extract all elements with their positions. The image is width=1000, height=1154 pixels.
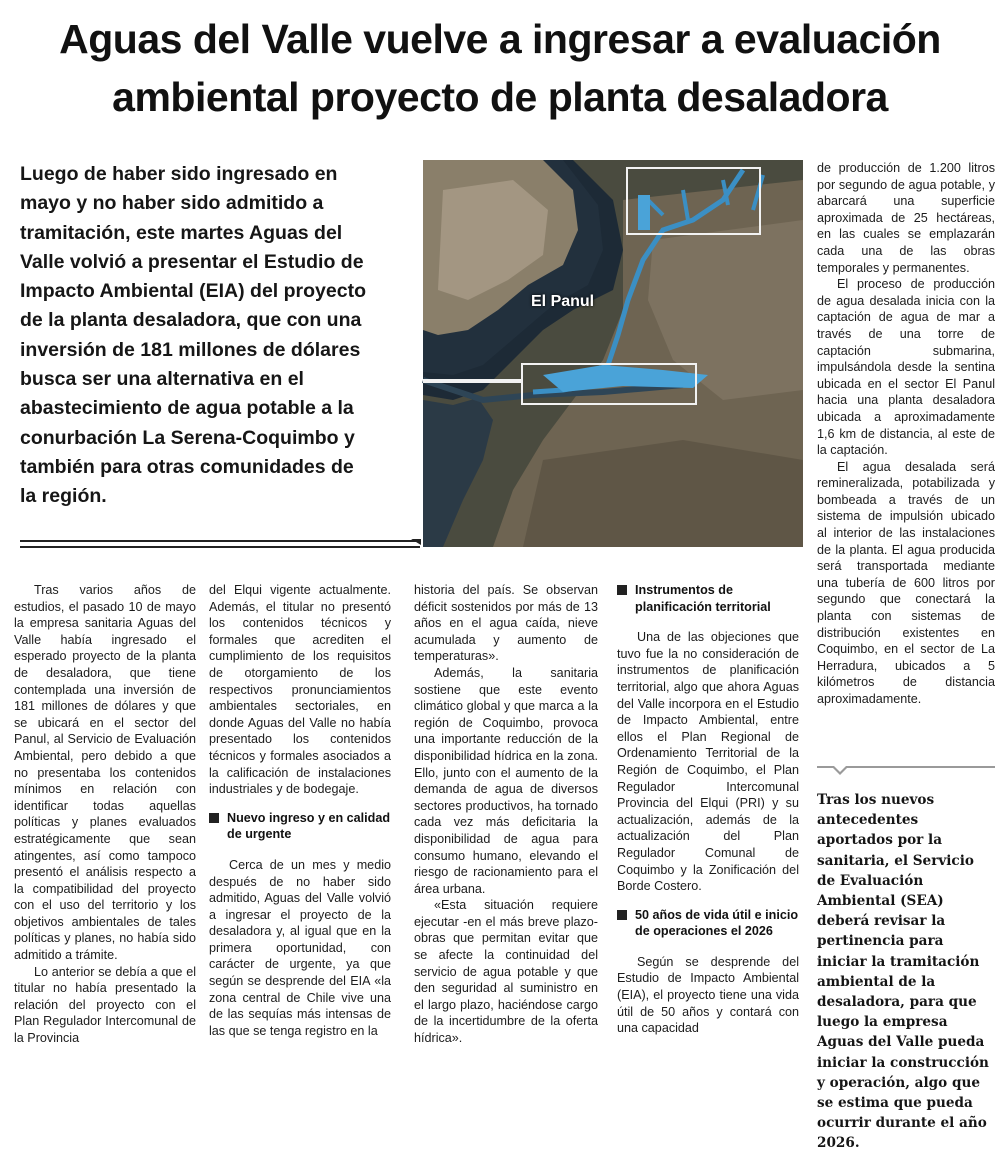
sidebar-divider bbox=[817, 766, 995, 772]
body-column-4 bbox=[617, 582, 799, 1102]
paragraph: Cerca de un mes y medio después de no haber sido admitido, Aguas del Valle volvió a ingresar el proyecto de la desaladora y, al igual que en la primera oportunidad, con carácter de urgente, ya que según se desprende del EIA «la zona central de Chile vive una de las sequías más intensas de las que se tenga registro en la bbox=[209, 857, 391, 1038]
paragraph: Según se desprende del Estudio de Impacto Ambiental (EIA), el proyecto tiene una vida útil de 50 años y contará con una capacidad bbox=[617, 954, 799, 1036]
lead-divider bbox=[20, 540, 420, 548]
paragraph: Una de las objeciones que tuvo fue la no consideración de instrumentos de planificación territorial, algo que ahora Aguas del Valle incorpora en el Estudio de Impacto Ambiental, entre ellos el Plan Regional de Ordenamiento Territorial de la Región de Coquimbo, el Plan Regulador Intercomunal Provincia del Elqui (PRI) y su actualización, además de la actualización del Plan Regulador Comunal de Coquimbo y la Zonificación del Borde Costero. bbox=[617, 630, 799, 894]
body-column-2 bbox=[209, 582, 391, 1102]
subheading-text: 50 años de vida útil e inicio de operaciones el 2026 bbox=[635, 907, 799, 939]
subheading bbox=[617, 907, 799, 940]
plant-site-box bbox=[626, 167, 761, 235]
square-bullet-icon bbox=[617, 585, 627, 595]
callout-line bbox=[423, 379, 521, 383]
paragraph: del Elqui vigente actualmente. Además, el titular no presentó los contenidos técnicos y formales que acrediten el cumplimiento de los requisitos de otorgamiento de los respectivos pronunciamientos ambientales sectoriales, en donde Aguas del Valle no había presentado los contenidos técnicos y formales asociados a la calificación de instalaciones industriales y de bodegaje. bbox=[209, 583, 391, 797]
paragraph: historia del país. Se observan déficit sostenidos por más de 13 años en el agua caída, nieve acumulada y aumento de temperaturas». bbox=[414, 583, 598, 664]
paragraph: de producción de 1.200 litros por segundo de agua potable, y abarcará una superficie aproximada de 25 hectáreas, en las cuales se emplazarán cada una de las obras temporales y permanentes. bbox=[817, 161, 995, 275]
square-bullet-icon bbox=[209, 813, 219, 823]
subheading bbox=[209, 810, 391, 843]
aerial-map-photo bbox=[423, 160, 803, 547]
photo-label: El Panul bbox=[531, 293, 595, 310]
paragraph: Tras varios años de estudios, el pasado 10 de mayo la empresa sanitaria Aguas del Valle había ingresado el esperado proyecto de la planta de desaladora, que tiene contemplada una inversión de 181 millones de dólares y que se ubicará en el sector del Panul, al Servicio de Evaluación Ambiental, pero debido a que no presentaba los contenidos mínimos en relación con identificar todas aquellas políticas y planes evaluados estratégicamente que sean atingentes, así como tampoco presentó el análisis respecto a la compatibilidad del proyecto con el uso del territorio y los objetivos ambientales de tales políticas y planes, no había sido admitido a trámite. bbox=[14, 583, 196, 963]
body-column-1 bbox=[14, 582, 196, 1102]
subheading-text: Nuevo ingreso y en calidad de urgente bbox=[227, 810, 391, 842]
lead-paragraph: Luego de haber sido ingresado en mayo y no haber sido admitido a tramitación, este martes Aguas del Valle volvió a presentar el Estudio de Impacto Ambiental (EIA) del proyecto de la planta desaladora, que con una inversión de 181 millones de dólares busca ser una alternativa en el abastecimiento de agua potable a la conurbación La Serena-Coquimbo y también para otras comunidades de la región. bbox=[20, 163, 366, 508]
subheading-text: Instrumentos de planificación territorial bbox=[635, 583, 771, 614]
body-column-5 bbox=[817, 160, 995, 770]
paragraph: «Esta situación requiere ejecutar -en el más breve plazo- obras que permitan evitar que se afecte la continuidad del servicio de agua potable y que den seguridad al suministro en el largo plazo, haciéndose cargo de la incertidumbre de la oferta hídrica». bbox=[414, 898, 598, 1046]
paragraph: Lo anterior se debía a que el titular no había presentado la relación del proyecto con el Plan Regulador Intercomunal de la Provincia bbox=[14, 964, 196, 1046]
paragraph: El agua desalada será remineralizada, potabilizada y bombeada a través de un sistema de impulsión ubicado al interior de las instalaciones de la planta. El agua producida será transportada mediante una tubería de 600 litros por segundo que conectará la planta con sistemas de distribución existentes en Coquimbo, en el sector de La Herradura, ubicados a 5 kilómetros de distancia aproximadamente. bbox=[817, 459, 995, 706]
body-column-3 bbox=[414, 582, 598, 1102]
subheading bbox=[617, 582, 799, 615]
sidebar-callout: Tras los nuevos antecedentes aportados por la sanitaria, el Servicio de Evaluación Ambiental (SEA) deberá revisar la pertinencia para iniciar la tramitación ambiental de la desaladora, para que luego la empresa Aguas del Valle pueda iniciar la construcción y operación, algo que se estima que pueda ocurrir durante el año 2026. bbox=[817, 792, 989, 1152]
headline: Aguas del Valle vuelve a ingresar a evaluación ambiental proyecto de planta desaladora bbox=[59, 16, 941, 120]
square-bullet-icon bbox=[617, 910, 627, 920]
paragraph: Además, la sanitaria sostiene que este evento climático global y que marca a la región de Coquimbo, provoca una importante reducción de la disponibilidad hídrica en la zona. Ello, junto con el aumento de la demanda de agua de diversos sectores productivos, ha tornado cada vez más deficitaria la disponibilidad de agua para consumo humano, elevando el riesgo de racionamiento para el área urbana. bbox=[414, 665, 598, 896]
paragraph: El proceso de producción de agua desalada inicia con la captación de agua de mar a través de una torre de captación submarina, impulsándola desde la sentina ubicada en el sector El Panul hacia una planta desaladora ubicada a aproximadamente 1,6 km de distancia, al este de la captación. bbox=[817, 277, 995, 458]
intake-site-box bbox=[521, 363, 697, 405]
